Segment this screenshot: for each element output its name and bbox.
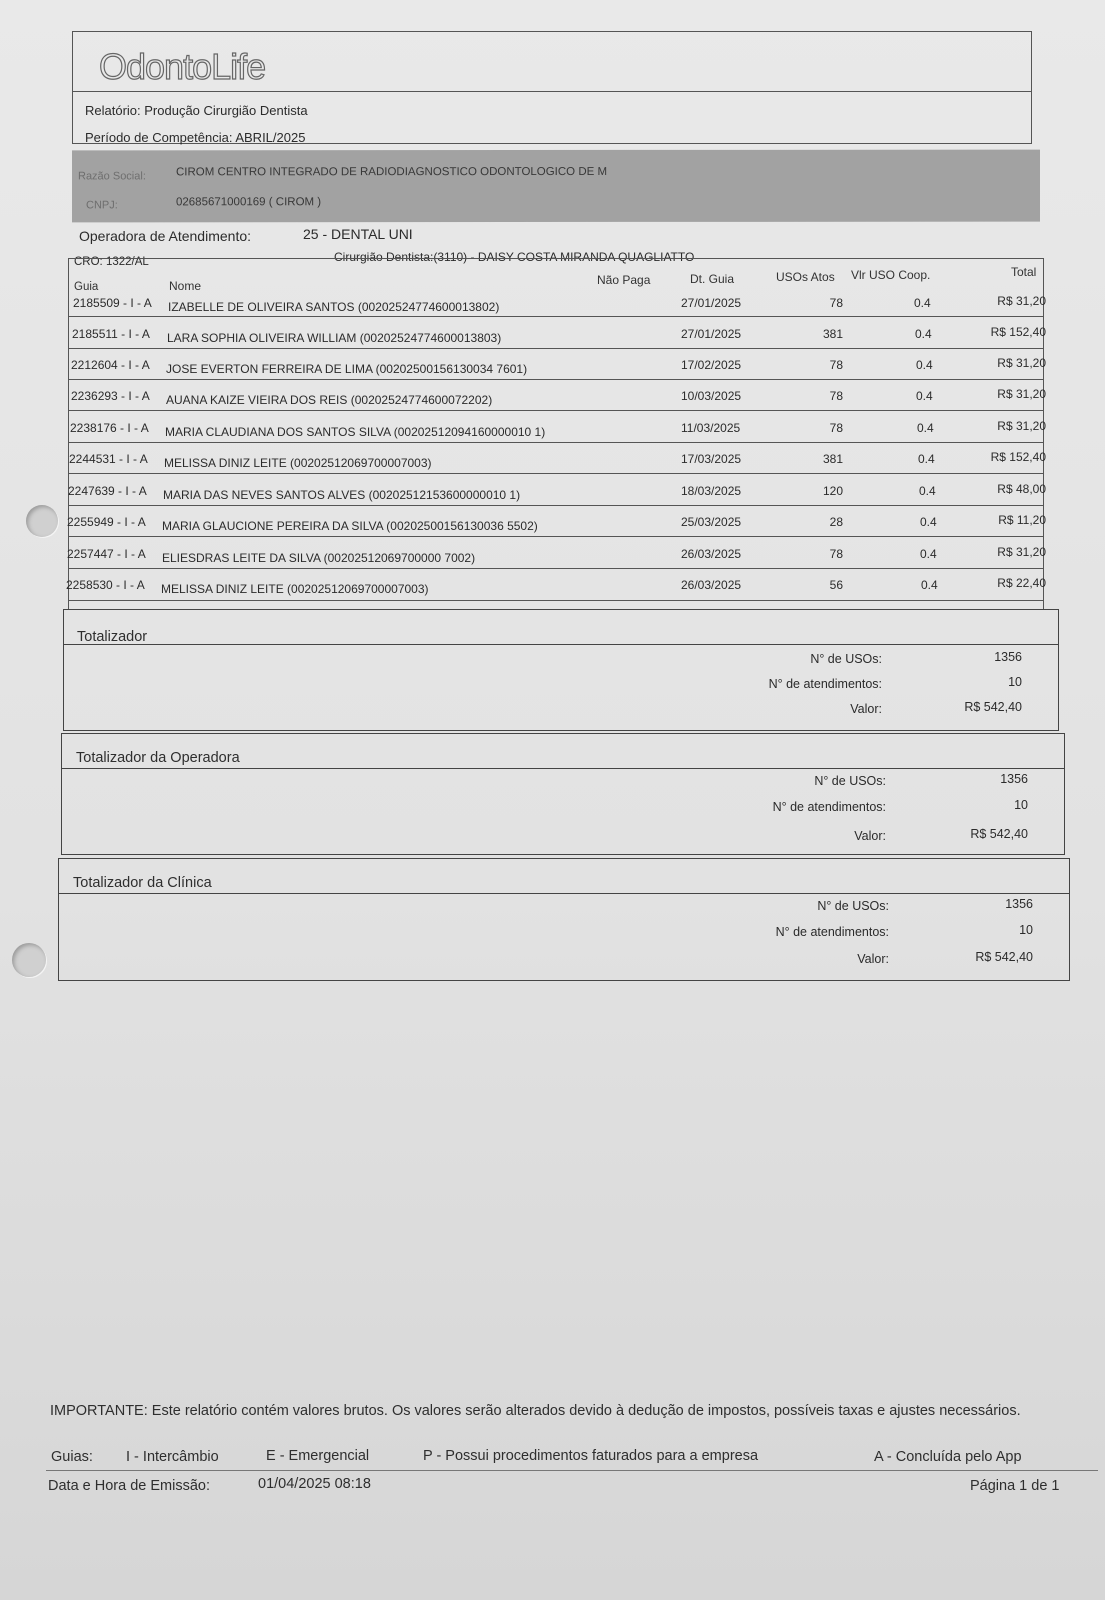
row-nome: JOSE EVERTON FERREIRA DE LIMA (00202500156130034 7601) [166, 362, 528, 376]
table-row-divider [68, 473, 1044, 474]
col-usos-atos: USOs Atos [776, 270, 835, 284]
report-label: Relatório: [85, 103, 141, 118]
row-usos: 381 [822, 452, 843, 466]
clinica-usos-label: N° de USOs: [817, 899, 889, 913]
row-usos: 28 [829, 515, 843, 529]
totalizador-operadora-title: Totalizador da Operadora [76, 750, 240, 766]
row-nome: IZABELLE DE OLIVEIRA SANTOS (00202524774600013802) [168, 300, 500, 314]
row-dt-guia: 11/03/2025 [681, 421, 741, 435]
operadora-usos-label: N° de USOs: [814, 774, 886, 788]
punch-hole-bottom [12, 943, 46, 977]
row-total: R$ 31,20 [997, 545, 1046, 559]
col-total: Total [1011, 265, 1037, 279]
footer-divider [46, 1470, 1098, 1471]
odontolife-logo [99, 46, 265, 88]
row-nome: MELISSA DINIZ LEITE (00202512069700007003) [164, 456, 432, 470]
col-nome: Nome [169, 279, 202, 293]
row-guia: 2236293 - I - A [71, 389, 150, 403]
table-row-divider [68, 348, 1044, 349]
col-nao-paga: Não Paga [597, 273, 651, 287]
dentista-label: Cirurgião Dentista: [334, 250, 434, 264]
guias-label: Guias: [51, 1449, 93, 1465]
legend-concluida: A - Concluída pelo App [874, 1449, 1022, 1465]
table-row-divider [68, 410, 1044, 411]
col-vlr-uso-coop: Vlr USO Coop. [851, 268, 931, 282]
col-guia: Guia [74, 281, 99, 293]
row-vlr-uso: 0.4 [920, 515, 937, 529]
operadora-line [79, 228, 251, 244]
row-usos: 78 [829, 296, 843, 310]
row-usos: 78 [829, 389, 843, 403]
totalizador-valor-value: R$ 542,40 [964, 700, 1022, 714]
col-dt-guia: Dt. Guia [690, 272, 735, 286]
row-total: R$ 152,40 [990, 450, 1046, 464]
row-dt-guia: 27/01/2025 [681, 327, 742, 341]
totalizador-usos-value: 1356 [994, 650, 1022, 664]
row-guia: 2258530 - I - A [66, 578, 145, 592]
row-total: R$ 48,00 [997, 482, 1046, 496]
row-nome: AUANA KAIZE VIEIRA DOS REIS (00202524774600072202) [166, 393, 493, 407]
clinica-valor-value: R$ 542,40 [975, 950, 1033, 964]
period-label: Período de Competência: [85, 130, 233, 145]
row-dt-guia: 27/01/2025 [681, 296, 742, 310]
row-vlr-uso: 0.4 [916, 389, 933, 403]
totalizador-clinica-title: Totalizador da Clínica [73, 875, 212, 891]
row-nome: ELIESDRAS LEITE DA SILVA (00202512069700000 7002) [162, 551, 476, 565]
totalizador-usos-label: N° de USOs: [810, 652, 882, 666]
importante-note: IMPORTANTE: Este relatório contém valores brutos. Os valores serão alterados devido à dedução de impostos, possíveis taxas e ajustes necessários. [50, 1403, 1021, 1419]
row-total: R$ 31,20 [997, 294, 1046, 308]
row-usos: 381 [822, 327, 843, 341]
row-total: R$ 11,20 [998, 513, 1046, 527]
row-vlr-uso: 0.4 [914, 296, 931, 310]
row-vlr-uso: 0.4 [921, 578, 938, 592]
punch-hole-top [26, 505, 58, 537]
razao-value: CIROM CENTRO INTEGRADO DE RADIODIAGNOSTICO ODONTOLOGICO DE M [176, 165, 608, 179]
row-nome: MELISSA DINIZ LEITE (00202512069700007003) [161, 582, 429, 596]
report-value: Produção Cirurgião Dentista [144, 103, 308, 118]
row-guia: 2244531 - I - A [69, 452, 148, 466]
row-vlr-uso: 0.4 [915, 327, 932, 341]
row-total: R$ 31,20 [997, 356, 1046, 370]
logo-text-life: Life [211, 46, 266, 87]
row-vlr-uso: 0.4 [919, 484, 936, 498]
legend-possui: P - Possui procedimentos faturados para a empresa [423, 1448, 759, 1464]
table-row-divider [68, 316, 1044, 317]
company-band [72, 150, 1040, 223]
row-dt-guia: 26/03/2025 [681, 547, 742, 561]
clinica-atend-value: 10 [1019, 923, 1033, 937]
row-nome: MARIA GLAUCIONE PEREIRA DA SILVA (00202500156130036 5502) [162, 519, 538, 533]
row-guia: 2257447 - I - A [67, 547, 146, 561]
row-total: R$ 31,20 [997, 387, 1046, 401]
operadora-label: Operadora de Atendimento: [79, 228, 252, 244]
period-value: ABRIL/2025 [235, 130, 306, 145]
legend-intercambio: I - Intercâmbio [126, 1449, 219, 1465]
row-usos: 78 [829, 421, 843, 435]
table-row-divider [68, 568, 1044, 569]
row-total: R$ 31,20 [997, 419, 1046, 433]
emissao-label: Data e Hora de Emissão: [48, 1478, 210, 1494]
table-row-divider [68, 536, 1044, 537]
razao-label: Razão Social: [78, 170, 146, 183]
legend-emergencial: E - Emergencial [266, 1448, 370, 1464]
cro-label: CRO: [74, 256, 103, 268]
cro-value: 1322/AL [105, 256, 149, 268]
totalizador-box [63, 609, 1059, 731]
cnpj-label: CNPJ: [86, 199, 118, 212]
row-dt-guia: 18/03/2025 [681, 484, 742, 498]
row-dt-guia: 17/03/2025 [681, 452, 742, 466]
operadora-atend-value: 10 [1014, 798, 1028, 812]
emissao-value: 01/04/2025 08:18 [258, 1476, 371, 1492]
row-total: R$ 22,40 [997, 576, 1046, 590]
table-row-divider [68, 505, 1044, 506]
clinica-atend-label: N° de atendimentos: [775, 925, 889, 939]
row-guia: 2185511 - I - A [72, 327, 150, 341]
row-guia: 2212604 - I - A [71, 358, 150, 372]
operadora-value: 25 - DENTAL UNI [303, 226, 413, 242]
row-dt-guia: 26/03/2025 [681, 578, 742, 592]
table-row-divider [68, 379, 1044, 380]
table-row-divider [68, 600, 1044, 601]
operadora-atend-label: N° de atendimentos: [772, 800, 886, 814]
row-dt-guia: 17/02/2025 [681, 358, 742, 372]
header-logo-box [72, 31, 1032, 91]
totalizador-atend-value: 10 [1008, 675, 1022, 689]
row-nome: MARIA CLAUDIANA DOS SANTOS SILVA (00202512094160000010 1) [165, 425, 546, 439]
report-line [85, 103, 308, 118]
totalizador-operadora-box [61, 733, 1065, 855]
row-usos: 78 [829, 358, 843, 372]
row-total: R$ 152,40 [990, 325, 1046, 339]
row-dt-guia: 10/03/2025 [681, 389, 742, 403]
row-guia: 2247639 - I - A [68, 484, 147, 498]
row-usos: 120 [822, 484, 843, 498]
row-guia: 2185509 - I - A [73, 296, 152, 310]
row-usos: 78 [829, 547, 843, 561]
row-nome: LARA SOPHIA OLIVEIRA WILLIAM (00202524774600013803) [167, 331, 502, 345]
row-vlr-uso: 0.4 [920, 547, 937, 561]
operadora-valor-label: Valor: [854, 829, 886, 843]
row-dt-guia: 25/03/2025 [681, 515, 742, 529]
clinica-usos-value: 1356 [1005, 897, 1033, 911]
row-vlr-uso: 0.4 [917, 421, 934, 435]
cnpj-value: 02685671000169 ( CIROM ) [176, 196, 322, 209]
totalizador-atend-label: N° de atendimentos: [768, 677, 882, 691]
totalizador-header [64, 610, 1058, 645]
logo-text-odonto: Odonto [99, 46, 212, 87]
totalizador-clinica-box [58, 858, 1070, 981]
report-info-box [72, 91, 1032, 144]
row-nome: MARIA DAS NEVES SANTOS ALVES (00202512153600000010 1) [163, 488, 521, 502]
row-vlr-uso: 0.4 [916, 358, 933, 372]
dentista-value: (3110) - DAISY COSTA MIRANDA QUAGLIATTO [433, 250, 695, 264]
row-vlr-uso: 0.4 [918, 452, 935, 466]
row-guia: 2238176 - I - A [70, 421, 149, 435]
row-usos: 56 [829, 578, 843, 592]
operadora-valor-value: R$ 542,40 [970, 827, 1028, 841]
period-line [85, 130, 305, 145]
table-row-divider [68, 442, 1044, 443]
totalizador-valor-label: Valor: [850, 702, 882, 716]
totalizador-title: Totalizador [77, 629, 148, 645]
page-number: Página 1 de 1 [970, 1478, 1060, 1494]
operadora-usos-value: 1356 [1000, 772, 1028, 786]
clinica-valor-label: Valor: [857, 952, 889, 966]
row-guia: 2255949 - I - A [67, 515, 146, 529]
